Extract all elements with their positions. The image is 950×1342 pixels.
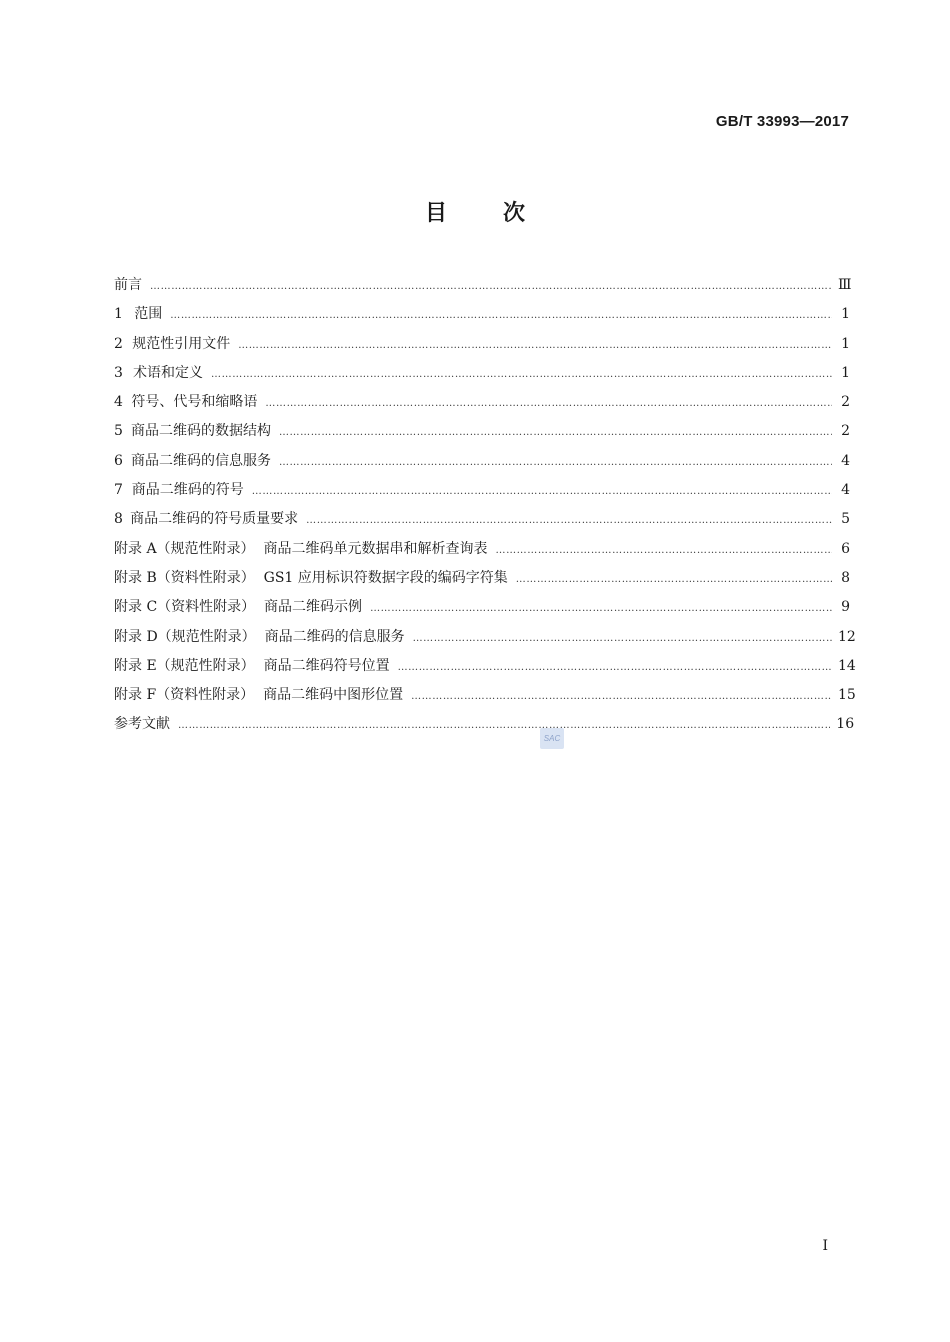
toc-entry-label: 规范性引用文件 <box>132 335 231 352</box>
toc-entry-appendix-b[interactable] <box>114 567 850 596</box>
toc-entry-appendix-d[interactable] <box>114 626 856 655</box>
toc-page-number: 12 <box>838 628 856 645</box>
toc-page-number: 4 <box>841 482 850 499</box>
title-char-1: 目 <box>424 201 447 226</box>
title-char-2: 次 <box>503 201 526 226</box>
toc-entry-label: 附录 D（规范性附录） 商品二维码的信息服务 <box>114 628 405 645</box>
standard-number: GB/T 33993—2017 <box>715 113 849 130</box>
sac-watermark-logo <box>540 728 564 749</box>
toc-entry-7[interactable] <box>114 479 850 508</box>
toc-leader <box>516 574 832 585</box>
toc-entry-8[interactable] <box>114 508 850 537</box>
toc-page-number: 14 <box>838 657 856 674</box>
toc-entry-label: 术语和定义 <box>133 364 204 381</box>
toc-leader <box>170 310 832 321</box>
toc-entry-number: 8 <box>114 511 123 528</box>
toc-entry-label: 符号、代号和缩略语 <box>131 394 258 411</box>
toc-entry-label: 附录 E（规范性附录） 商品二维码符号位置 <box>114 657 390 674</box>
toc-leader <box>370 603 832 614</box>
page-number: I <box>822 1238 828 1254</box>
toc-leader <box>306 515 832 526</box>
toc-page-number: 6 <box>841 540 850 557</box>
toc-leader <box>413 633 832 644</box>
toc-entry-number: 6 <box>114 452 123 469</box>
toc-leader <box>279 457 832 468</box>
toc-entry-number: 1 <box>114 306 123 323</box>
toc-page-number: 8 <box>841 569 850 586</box>
toc-entry-label: 附录 F（资料性附录） 商品二维码中图形位置 <box>114 687 404 704</box>
toc-entry-5[interactable] <box>114 420 850 449</box>
toc-page-number: 15 <box>838 687 856 704</box>
toc-entry-label: 附录 A（规范性附录） 商品二维码单元数据串和解析查询表 <box>114 540 488 557</box>
toc-entry-label: 附录 C（资料性附录） 商品二维码示例 <box>114 599 363 616</box>
toc-entry-1[interactable] <box>114 303 850 332</box>
toc-page-number: 1 <box>841 306 850 323</box>
toc-list <box>114 274 856 743</box>
toc-entry-label: 范围 <box>134 306 163 323</box>
toc-entry-2[interactable] <box>114 333 850 362</box>
page-title <box>0 196 950 227</box>
toc-page-number: 1 <box>841 335 850 352</box>
toc-entry-label: 商品二维码的信息服务 <box>130 452 271 469</box>
toc-entry-appendix-f[interactable] <box>114 684 856 713</box>
toc-page-number: 4 <box>841 452 850 469</box>
toc-leader <box>411 691 832 702</box>
toc-leader <box>178 720 830 731</box>
toc-page-number: 9 <box>841 599 850 616</box>
toc-entry-6[interactable] <box>114 450 850 479</box>
toc-leader <box>252 486 832 497</box>
toc-entry-number: 2 <box>114 335 123 352</box>
toc-page-number: 2 <box>841 394 850 411</box>
toc-leader <box>238 340 832 351</box>
toc-leader <box>279 427 832 438</box>
toc-entry-number: 5 <box>114 423 123 440</box>
toc-entry-number: 7 <box>114 482 123 499</box>
toc-entry-appendix-a[interactable] <box>114 538 850 567</box>
toc-leader <box>495 545 832 556</box>
toc-entry-4[interactable] <box>114 391 850 420</box>
toc-entry-appendix-e[interactable] <box>114 655 856 684</box>
toc-entry-label: 商品二维码的符号 <box>131 482 244 499</box>
toc-leader <box>265 398 832 409</box>
toc-entry-label: 附录 B（资料性附录） GS1 应用标识符数据字段的编码字符集 <box>114 569 508 586</box>
toc-entry-label: 参考文献 <box>114 716 170 733</box>
toc-leader <box>398 662 832 673</box>
toc-entry-label: 商品二维码的数据结构 <box>130 423 271 440</box>
toc-page-number: 2 <box>841 423 850 440</box>
toc-entry-3[interactable] <box>114 362 850 391</box>
toc-leader <box>211 369 832 380</box>
toc-leader <box>150 281 832 292</box>
toc-entry-appendix-c[interactable] <box>114 596 850 625</box>
toc-page-number: 1 <box>841 364 850 381</box>
toc-entry-label: 前言 <box>114 277 142 293</box>
toc-entry-bibliography[interactable] <box>114 713 855 742</box>
toc-entry-number: 3 <box>114 364 123 381</box>
toc-entry-foreword[interactable] <box>114 274 850 303</box>
toc-page-number: 16 <box>836 716 855 733</box>
toc-page-number: 5 <box>841 511 850 528</box>
watermark-text: SAC <box>543 734 561 743</box>
toc-entry-label: 商品二维码的符号质量要求 <box>130 511 299 528</box>
toc-page-number: Ⅲ <box>838 277 852 293</box>
toc-entry-number: 4 <box>114 394 123 411</box>
